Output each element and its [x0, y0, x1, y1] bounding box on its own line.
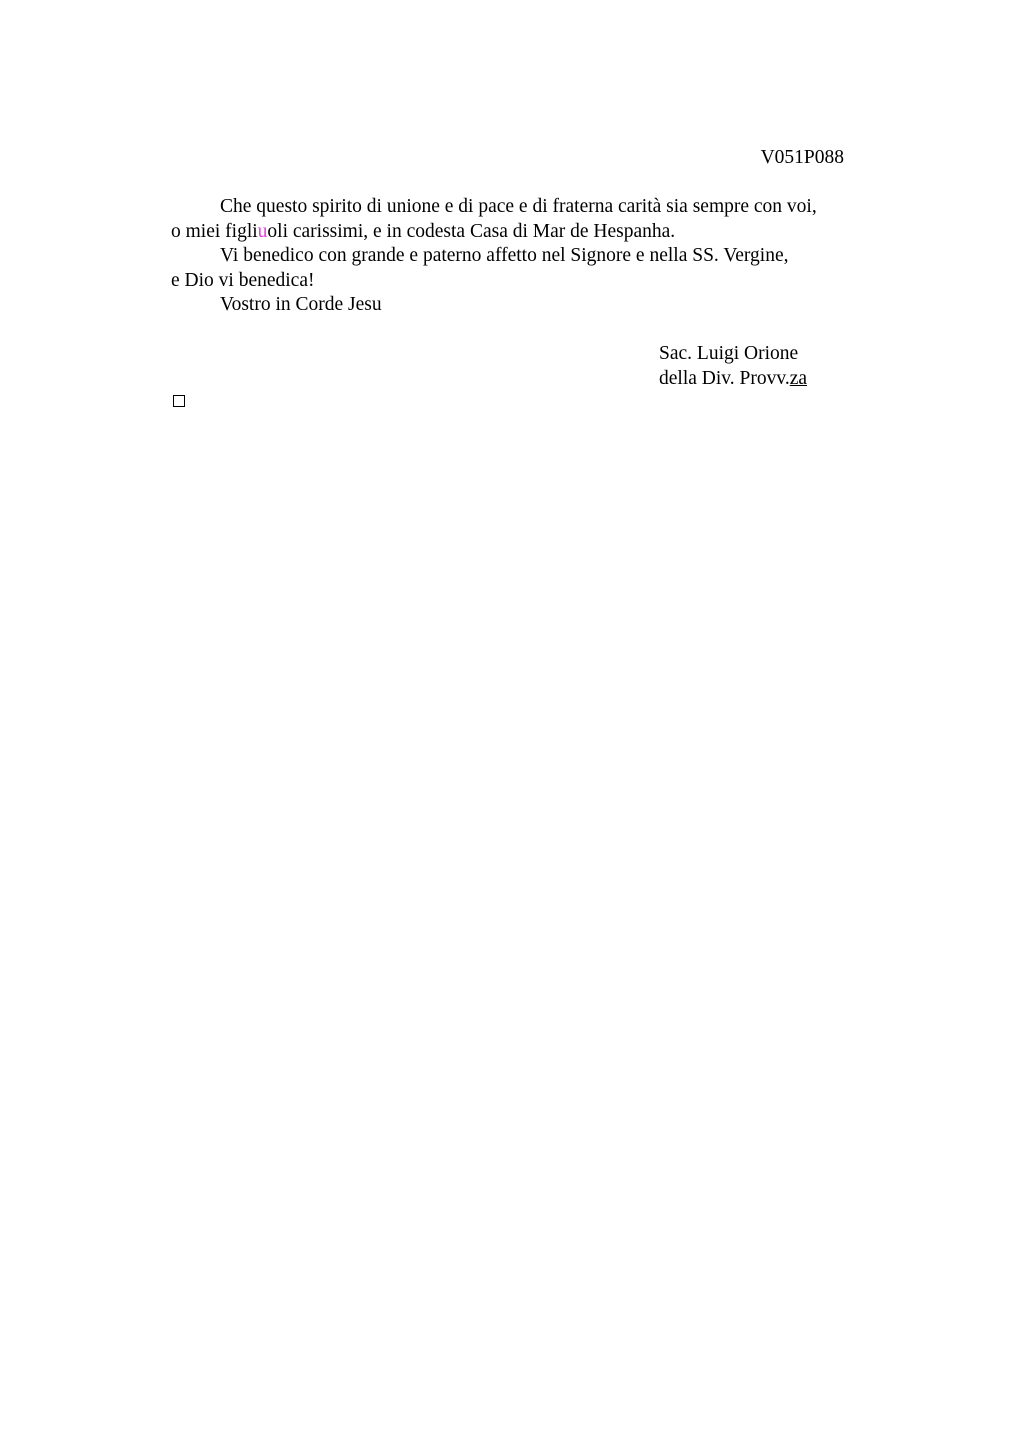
- highlighted-character: u: [257, 220, 268, 242]
- body-line-3: Vi benedico con grande e paterno affetto nel Signore e nella SS. Vergine,: [220, 245, 789, 266]
- closing-salutation: Vostro in Corde Jesu: [220, 294, 382, 315]
- body-line-2-end: oli carissimi, e in codesta Casa di Mar de Hespanha.: [267, 220, 676, 242]
- signature-block: [659, 342, 807, 391]
- body-line-2-start: o miei figli: [171, 220, 258, 242]
- signature-title-abbrev: za: [789, 367, 808, 389]
- signature-title: [659, 367, 807, 392]
- body-line-4: e Dio vi benedica!: [171, 269, 315, 291]
- signature-name: Sac. Luigi Orione: [659, 343, 799, 364]
- letter-body: [171, 195, 871, 318]
- page-code: V051P088: [760, 147, 844, 168]
- signature-title-main: della Div. Provv.: [659, 367, 790, 389]
- end-square-icon: [173, 395, 185, 407]
- body-line-1: Che questo spirito di unione e di pace e di fraterna carità sia sempre con voi,: [220, 196, 817, 217]
- body-line-2: [171, 220, 871, 245]
